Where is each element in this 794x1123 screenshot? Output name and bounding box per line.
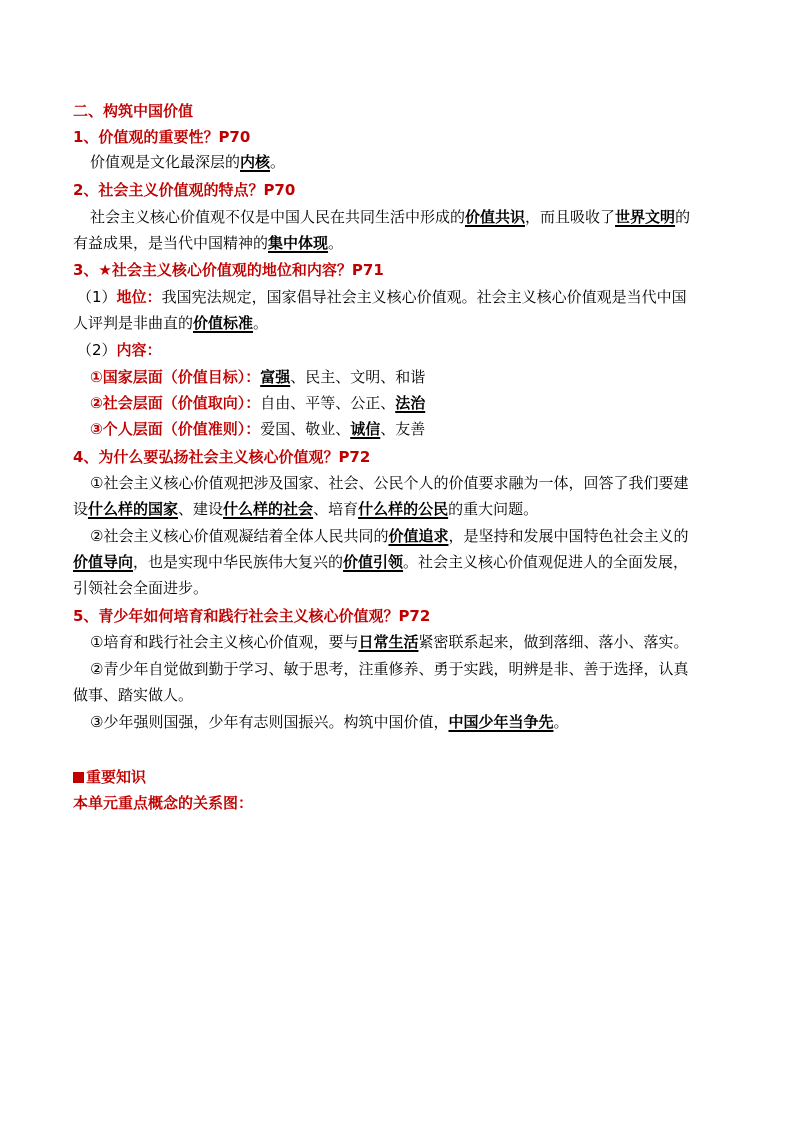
text: 爱国、敬业、 [260, 420, 351, 438]
text: 、民主、文明、和谐 [290, 368, 426, 386]
text: 人评判是非曲直的 [73, 314, 194, 332]
q5-p2-line2: 做事、踏实做人。 [73, 686, 194, 704]
subheading: 内容： [116, 341, 162, 359]
q4-p2-line3: 引领社会全面进步。 [73, 579, 209, 597]
text: ，也是实现中华民族伟大复兴的 [133, 553, 344, 571]
text: 自由、平等、公正、 [260, 394, 396, 412]
keyword: 什么样的公民 [358, 500, 449, 518]
level-heading: ②社会层面（价值取向）： [90, 394, 261, 412]
keyword: 价值标准 [193, 314, 254, 332]
keyword: 什么样的社会 [223, 500, 314, 518]
text: 我国宪法规定，国家倡导社会主义核心价值观。社会主义核心价值观是当代中国 [161, 288, 687, 306]
text: 。 [553, 713, 569, 731]
keyword: 价值导向 [73, 553, 134, 571]
section-title: 二、构筑中国价值 [73, 102, 194, 120]
q1-answer [90, 151, 285, 173]
text: ②社会主义核心价值观凝结着全体人民共同的 [90, 527, 389, 545]
q4-title: 4、为什么要弘扬社会主义核心价值观？P72 [73, 448, 371, 466]
q3-level-personal [90, 418, 425, 440]
q2-title: 2、社会主义价值观的特点？P70 [73, 181, 296, 199]
keyword: 世界文明 [615, 208, 676, 226]
text: 价值观是文化最深层的 [90, 153, 241, 171]
text: 的 [675, 208, 691, 226]
keyword: 价值追求 [388, 527, 449, 545]
q5-p2-line1: ②青少年自觉做到勤于学习、敏于思考，注重修养、勇于实践，明辨是非、善于选择，认真 [90, 660, 689, 678]
text: ①培育和践行社会主义核心价值观，要与 [90, 633, 359, 651]
keyword: 日常生活 [358, 633, 419, 651]
text: 。社会主义核心价值观促进人的全面发展， [403, 553, 689, 571]
q3-position-line2 [73, 312, 268, 334]
level-heading: ③个人层面（价值准则）： [90, 420, 261, 438]
subheading: 地位： [116, 288, 162, 306]
square-bullet-icon [73, 772, 84, 783]
text: 的重大问题。 [448, 500, 539, 518]
q4-p2-line2 [73, 551, 688, 573]
q4-p2-line1 [90, 525, 688, 547]
q4-p1-line2 [73, 498, 538, 520]
q2-answer-line1 [90, 206, 690, 228]
label: （2） [77, 341, 117, 359]
keyword: 法治 [395, 394, 426, 412]
keyword: 价值引领 [343, 553, 404, 571]
q4-p1-line1: ①社会主义核心价值观把涉及国家、社会、公民个人的价值要求融为一体，回答了我们要建 [90, 474, 689, 492]
q5-p3 [90, 711, 568, 733]
text: 。 [270, 153, 286, 171]
q3-content-heading [77, 339, 162, 361]
q3-title: 3、★社会主义核心价值观的地位和内容？P71 [73, 261, 384, 279]
text: 。 [328, 234, 344, 252]
text: ，而且吸收了 [525, 208, 616, 226]
text: 、友善 [380, 420, 426, 438]
text: ③少年强则国强，少年有志则国振兴。构筑中国价值， [90, 713, 449, 731]
important-heading [73, 766, 146, 788]
important-title: 重要知识 [86, 768, 147, 786]
text: 有益成果，是当代中国精神的 [73, 234, 269, 252]
q2-answer-line2 [73, 232, 343, 254]
text: ，是坚持和发展中国特色社会主义的 [448, 527, 689, 545]
keyword: 内核 [240, 153, 271, 171]
keyword: 集中体现 [268, 234, 329, 252]
q3-level-social [90, 392, 425, 414]
keyword: 价值共识 [465, 208, 526, 226]
level-heading: ①国家层面（价值目标）： [90, 368, 261, 386]
text: 、培育 [313, 500, 359, 518]
keyword: 中国少年当争先 [448, 713, 554, 731]
text: 社会主义核心价值观不仅是中国人民在共同生活中形成的 [90, 208, 466, 226]
keyword: 什么样的国家 [88, 500, 179, 518]
q5-title: 5、青少年如何培育和践行社会主义核心价值观？P72 [73, 607, 431, 625]
q3-level-national [90, 366, 425, 388]
keyword: 诚信 [350, 420, 381, 438]
q1-title: 1、价值观的重要性？P70 [73, 128, 251, 146]
text: 紧密联系起来，做到落细、落小、落实。 [418, 633, 689, 651]
text: 、建设 [178, 500, 224, 518]
important-subtitle: 本单元重点概念的关系图： [73, 794, 254, 812]
keyword: 富强 [260, 368, 291, 386]
q3-position-line1 [77, 286, 687, 308]
label: （1） [77, 288, 117, 306]
text: 。 [253, 314, 269, 332]
q5-p1 [90, 631, 688, 653]
text: 设 [73, 500, 89, 518]
